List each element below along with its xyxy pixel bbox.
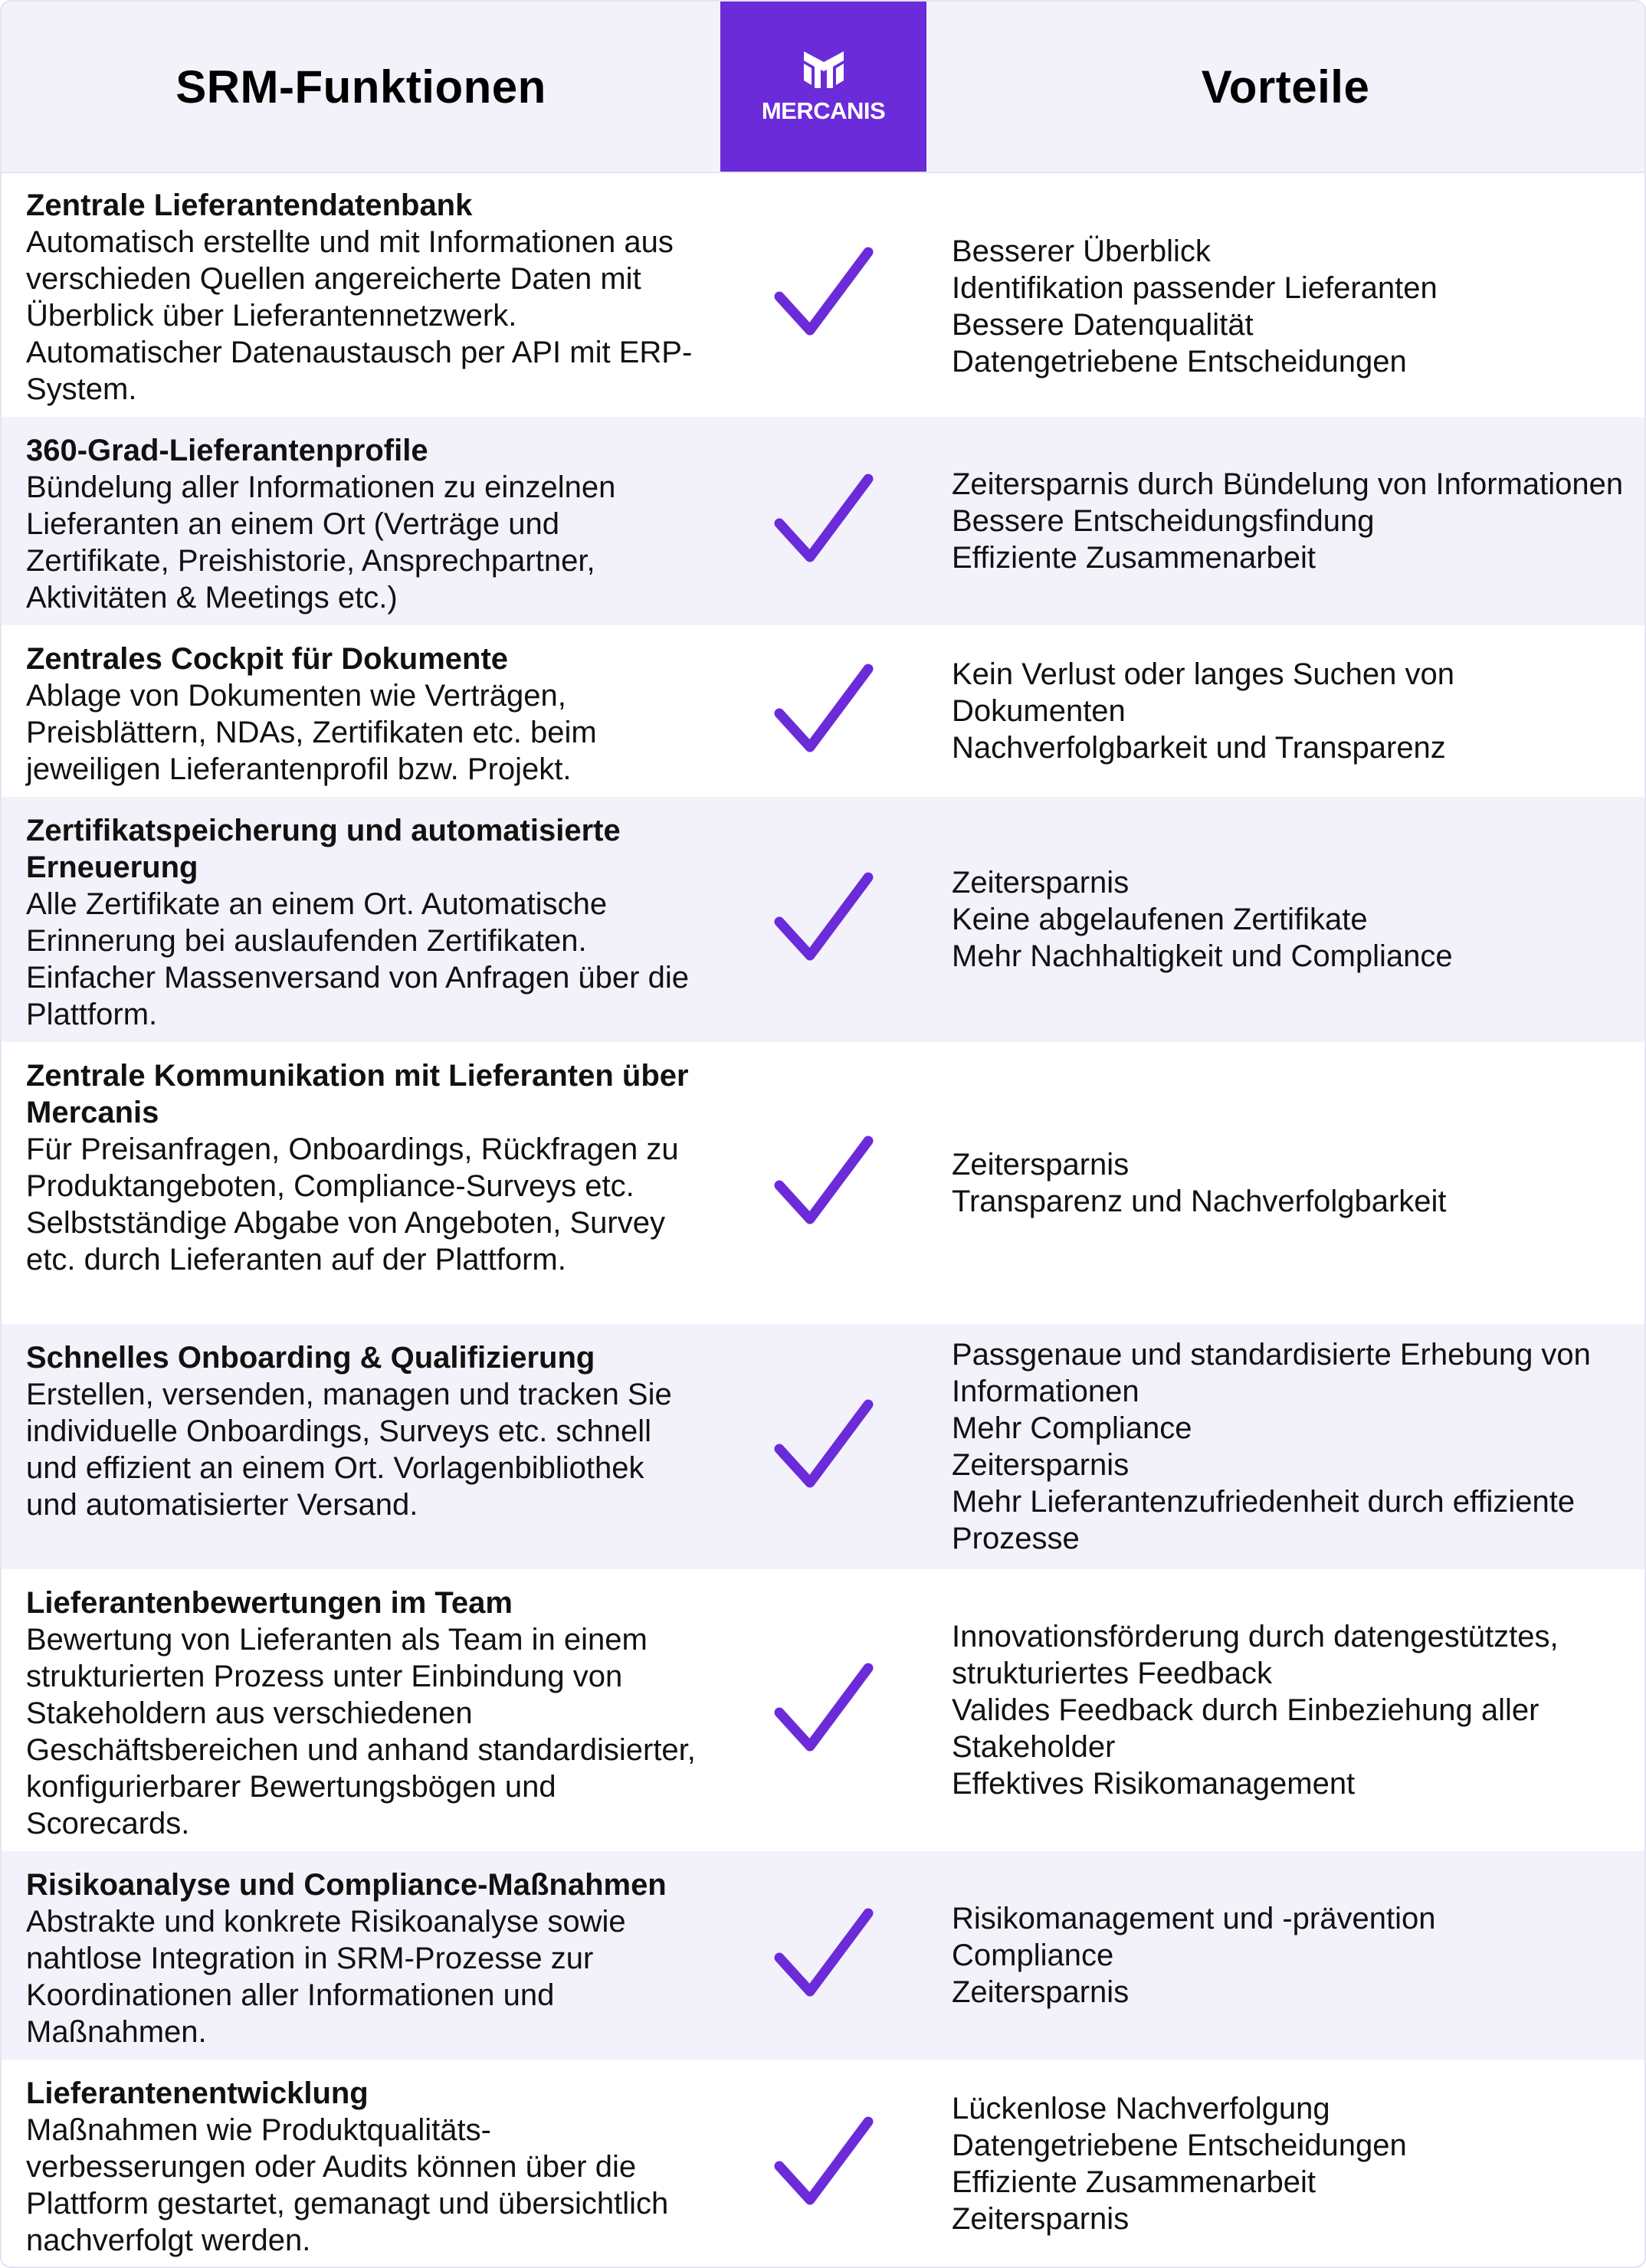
benefit-item: Valides Feedback durch Einbeziehung aller Stakeholder [952, 1693, 1539, 1764]
benefit-item: Risikomanagement und -prävention [952, 1902, 1436, 1935]
feature-cell [26, 1585, 700, 1842]
feature-description: Erstellen, versenden, managen und tracken Sie individuelle Onboardings, Surveys etc. schnell und effizient an einem Ort. Vorlagenbibliothek und automatisierter Versand. [26, 1378, 672, 1522]
benefit-item: Zeitersparnis [952, 1148, 1130, 1182]
checkmark-icon [770, 1903, 876, 2008]
benefit-item: Datengetriebene Entscheidungen [952, 345, 1407, 379]
benefit-item: Mehr Lieferantenzufriedenheit durch effiziente Prozesse [952, 1485, 1576, 1555]
mercanis-logo-icon [801, 48, 847, 91]
benefit-item: Compliance [952, 1939, 1114, 1972]
benefit-item: Zeitersparnis [952, 1975, 1130, 2009]
benefit-item: Lückenlose Nachverfolgung [952, 2092, 1330, 2125]
feature-cell [26, 432, 700, 616]
checkmark-icon [770, 1657, 876, 1763]
feature-cell [26, 2075, 700, 2259]
benefits-cell [952, 797, 1626, 1042]
table-row [2, 625, 1644, 797]
benefit-item: Nachverfolgbarkeit und Transparenz [952, 731, 1446, 765]
feature-title: Zentrales Cockpit für Dokumente [26, 642, 509, 676]
benefit-item: Kein Verlust oder langes Suchen von Dokumenten [952, 657, 1454, 728]
benefit-item: Bessere Entscheidungsfindung [952, 504, 1375, 538]
benefits-cell [952, 1851, 1626, 2060]
table-row [2, 417, 1644, 625]
feature-title: Zentrale Lieferantendatenbank [26, 188, 473, 222]
benefit-item: Keine abgelaufenen Zertifikate [952, 903, 1368, 936]
feature-description: Abstrakte und konkrete Risikoanalyse sowie nahtlose Integration in SRM-Prozesse zur Koordinationen aller Informationen und Maßnahmen. [26, 1905, 626, 2049]
checkmark-icon [770, 241, 876, 347]
benefits-cell [952, 1569, 1626, 1851]
checkmark-icon [770, 2111, 876, 2217]
checkmark-icon [770, 658, 876, 764]
benefits-cell [952, 1324, 1626, 1569]
feature-cell [26, 812, 700, 1033]
table-header [2, 2, 1644, 173]
benefit-item: Bessere Datenqualität [952, 308, 1254, 342]
benefits-cell [952, 625, 1626, 797]
feature-description: Für Preisanfragen, Onboardings, Rückfragen zu Produktangeboten, Compliance-Surveys etc. Selbstständige Abgabe von Angeboten, Survey etc. durch Lieferanten auf der Plattform. [26, 1132, 679, 1277]
feature-description: Automatisch erstellte und mit Informationen aus verschieden Quellen angereicherte Daten mit Überblick über Lieferantennetzwerk. Automatischer Datenaustausch per API mit ERP-System. [26, 225, 693, 406]
benefits-cell [952, 184, 1626, 429]
benefit-item: Effektives Risikomanagement [952, 1767, 1356, 1801]
benefit-item: Datengetriebene Entscheidungen [952, 2129, 1407, 2162]
feature-cell [26, 641, 700, 788]
feature-title: 360-Grad-Lieferantenprofile [26, 434, 428, 467]
mercanis-logo [720, 2, 926, 172]
benefit-item: Zeitersparnis [952, 866, 1130, 900]
benefit-item: Besserer Überblick [952, 234, 1211, 268]
benefit-item: Effiziente Zusammenarbeit [952, 2165, 1316, 2199]
feature-cell [26, 187, 700, 408]
benefit-item: Effiziente Zusammenarbeit [952, 541, 1316, 575]
header-srm-funktionen: SRM-Funktionen [175, 61, 546, 113]
benefits-cell [952, 417, 1626, 625]
feature-title: Schnelles Onboarding & Qualifizierung [26, 1341, 595, 1375]
table-row [2, 1324, 1644, 1569]
table-row [2, 1851, 1644, 2060]
logo-text: MERCANIS [761, 97, 886, 124]
benefit-item: Mehr Compliance [952, 1411, 1192, 1445]
benefits-cell [952, 2060, 1626, 2268]
benefit-item: Zeitersparnis [952, 1448, 1130, 1482]
feature-description: Bewertung von Lieferanten als Team in einem strukturierten Prozess unter Einbindung von Stakeholdern aus verschiedenen Geschäftsbereichen und anhand standardisierter, konfigurierbarer Bewertungsbögen und Scorecards. [26, 1623, 696, 1840]
benefit-item: Passgenaue und standardisierte Erhebung von Informationen [952, 1338, 1591, 1408]
feature-title: Lieferantenentwicklung [26, 2076, 369, 2110]
benefit-item: Transparenz und Nachverfolgbarkeit [952, 1185, 1447, 1218]
benefit-item: Zeitersparnis durch Bündelung von Informationen [952, 467, 1624, 501]
benefits-cell [952, 1042, 1626, 1324]
benefit-item: Innovationsförderung durch datengestütztes, strukturiertes Feedback [952, 1620, 1559, 1690]
checkmark-icon [770, 867, 876, 972]
feature-cell [26, 1867, 700, 2050]
table-row [2, 2060, 1644, 2268]
feature-title: Risikoanalyse und Compliance-Maßnahmen [26, 1868, 667, 1902]
benefit-item: Zeitersparnis [952, 2202, 1130, 2236]
checkmark-icon [770, 468, 876, 574]
feature-title: Lieferantenbewertungen im Team [26, 1586, 513, 1620]
table-row [2, 797, 1644, 1042]
feature-title: Zertifikatspeicherung und automatisierte Erneuerung [26, 814, 621, 884]
feature-cell [26, 1057, 700, 1278]
feature-description: Ablage von Dokumenten wie Verträgen, Preisblättern, NDAs, Zertifikaten etc. beim jeweiligen Lieferantenprofil bzw. Projekt. [26, 679, 597, 786]
feature-description: Alle Zertifikate an einem Ort. Automatische Erinnerung bei auslaufenden Zertifikaten. Einfacher Massenversand von Anfragen über die Plattform. [26, 887, 689, 1031]
checkmark-icon [770, 1394, 876, 1499]
benefit-item: Identifikation passender Lieferanten [952, 271, 1438, 305]
table-row [2, 1042, 1644, 1324]
checkmark-icon [770, 1130, 876, 1236]
feature-description: Maßnahmen wie Produktqualitäts-verbesserungen oder Audits können über die Plattform gestartet, gemanagt und übersichtlich nachverfolgt werden. [26, 2113, 669, 2257]
feature-description: Bündelung aller Informationen zu einzelnen Lieferanten an einem Ort (Verträge und Zertifikate, Preishistorie, Ansprechpartner, Aktivitäten & Meetings etc.) [26, 470, 616, 615]
header-vorteile: Vorteile [1201, 61, 1370, 113]
feature-cell [26, 1339, 700, 1523]
table-row [2, 1569, 1644, 1851]
feature-title: Zentrale Kommunikation mit Lieferanten über Mercanis [26, 1059, 689, 1129]
benefit-item: Mehr Nachhaltigkeit und Compliance [952, 939, 1453, 973]
table-row [2, 172, 1644, 417]
